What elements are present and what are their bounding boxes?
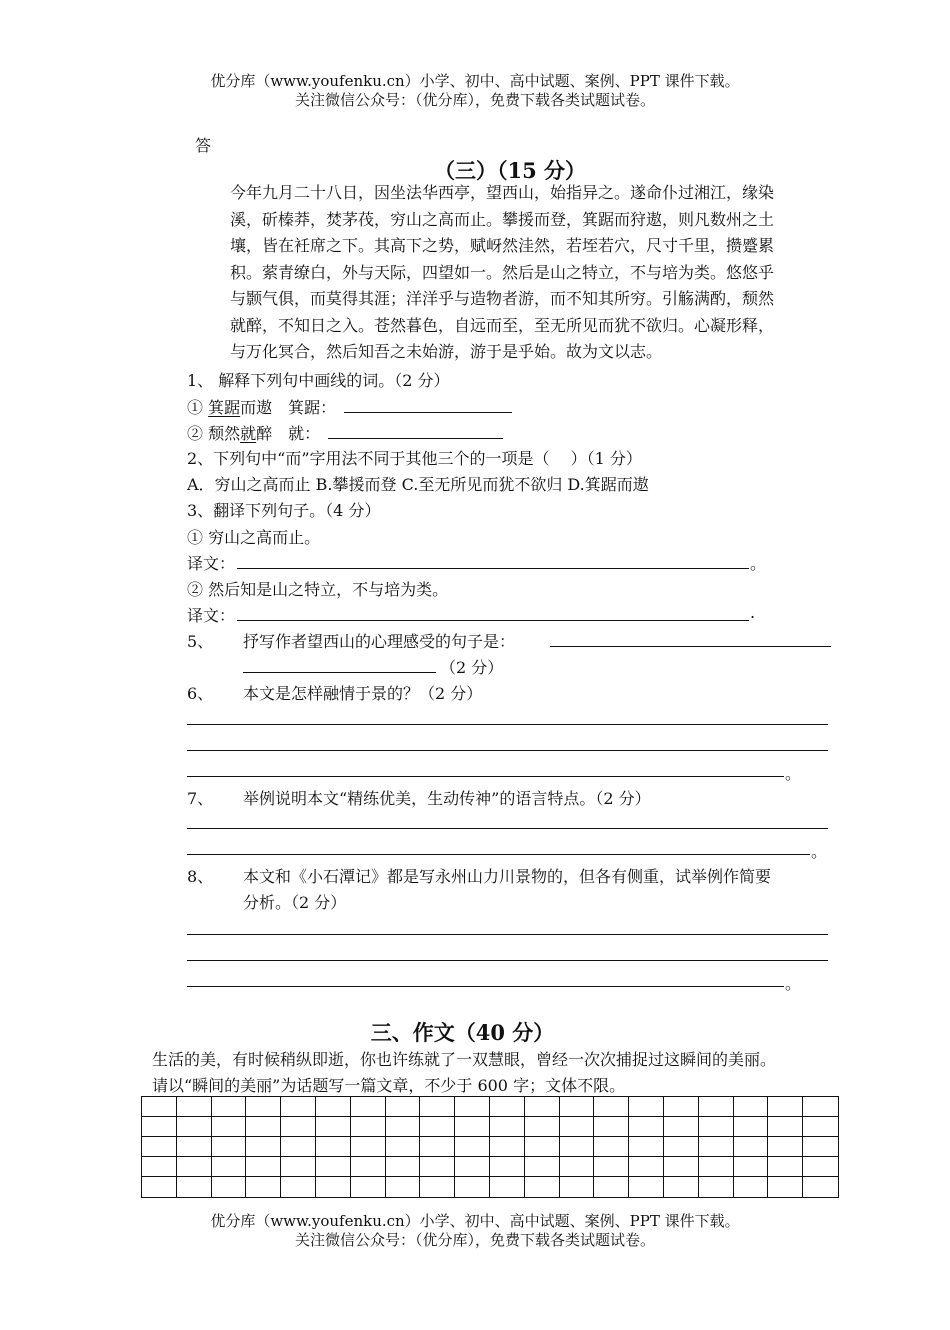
grid-cell[interactable]: [560, 1117, 595, 1137]
grid-cell[interactable]: [455, 1137, 490, 1157]
grid-cell[interactable]: [699, 1177, 734, 1197]
grid-cell[interactable]: [594, 1117, 629, 1137]
grid-cell[interactable]: [177, 1177, 212, 1197]
essay-title: 三、作文（40 分）: [370, 1020, 555, 1045]
grid-cell[interactable]: [664, 1137, 699, 1157]
classical-passage: [230, 180, 830, 366]
grid-cell[interactable]: [316, 1097, 351, 1117]
grid-cell[interactable]: [699, 1117, 734, 1137]
grid-cell[interactable]: [351, 1137, 386, 1157]
passage-line: 与万化冥合，然后知吾之未始游，游于是乎始。故为文以志。: [230, 342, 663, 361]
grid-cell[interactable]: [490, 1177, 525, 1197]
question-5-number: 5、: [187, 632, 214, 651]
grid-cell[interactable]: [560, 1177, 595, 1197]
grid-cell[interactable]: [525, 1177, 560, 1197]
translation-label: 译文：: [187, 554, 236, 573]
grid-cell[interactable]: [420, 1157, 455, 1177]
grid-cell[interactable]: [212, 1137, 247, 1157]
question-1-stem: 1、 解释下列句中画线的词。（2 分）: [187, 371, 450, 390]
grid-cell[interactable]: [420, 1177, 455, 1197]
answer-line[interactable]: [187, 986, 784, 987]
line-end-mark: 。: [750, 554, 767, 573]
writing-grid[interactable]: [141, 1096, 839, 1198]
grid-cell[interactable]: [734, 1117, 769, 1137]
grid-cell[interactable]: [629, 1157, 664, 1177]
grid-cell[interactable]: [351, 1117, 386, 1137]
question-8-number: 8、: [187, 867, 214, 886]
translation-blank-2[interactable]: [237, 620, 749, 621]
grid-cell[interactable]: [316, 1117, 351, 1137]
grid-cell[interactable]: [351, 1157, 386, 1177]
grid-cell[interactable]: [281, 1157, 316, 1177]
grid-cell[interactable]: [525, 1157, 560, 1177]
grid-cell[interactable]: [803, 1097, 838, 1117]
question-2-stem: 2、下列句中“而”字用法不同于其他三个的一项是（ ）（1 分）: [187, 449, 642, 468]
grid-cell[interactable]: [490, 1157, 525, 1177]
grid-cell[interactable]: [142, 1137, 177, 1157]
passage-line: 与颢气俱，而莫得其涯；洋洋乎与造物者游，而不知其所穷。引觞满酌，颓然: [230, 289, 775, 308]
grid-cell[interactable]: [803, 1157, 838, 1177]
grid-cell[interactable]: [525, 1097, 560, 1117]
question-1-item-1: [187, 395, 336, 418]
answer-line[interactable]: [187, 934, 828, 935]
question-8-text-1: 本文和《小石潭记》都是写永州山力川景物的，但各有侧重，试举例作简要: [243, 867, 772, 886]
grid-cell[interactable]: [177, 1097, 212, 1117]
grid-cell[interactable]: [386, 1137, 421, 1157]
question-6-number: 6、: [187, 684, 214, 703]
grid-cell[interactable]: [734, 1157, 769, 1177]
grid-cell[interactable]: [177, 1157, 212, 1177]
essay-prompt-line-1: 生活的美，有时候稍纵即逝，你也许练就了一双慧眼，曾经一次次捕捉过这瞬间的美丽。: [152, 1050, 777, 1069]
translation-blank-1[interactable]: [237, 568, 749, 569]
grid-cell[interactable]: [768, 1177, 803, 1197]
grid-cell[interactable]: [664, 1157, 699, 1177]
grid-cell[interactable]: [629, 1137, 664, 1157]
question-5-score: （2 分）: [440, 658, 504, 677]
grid-cell[interactable]: [386, 1177, 421, 1197]
grid-cell[interactable]: [246, 1157, 281, 1177]
grid-cell[interactable]: [525, 1137, 560, 1157]
question-8-text-2: 分析。（2 分）: [243, 893, 347, 912]
grid-cell[interactable]: [490, 1097, 525, 1117]
grid-cell[interactable]: [594, 1097, 629, 1117]
grid-cell[interactable]: [699, 1137, 734, 1157]
answer-line[interactable]: [187, 960, 828, 961]
footer-line-2: 关注微信公众号：（优分库），免费下载各类试题试卷。: [294, 1231, 655, 1249]
grid-cell[interactable]: [246, 1137, 281, 1157]
line-end-mark: 。: [785, 764, 802, 783]
grid-cell[interactable]: [664, 1177, 699, 1197]
section-three-title: （三）（15 分）: [433, 158, 587, 183]
grid-cell[interactable]: [699, 1097, 734, 1117]
question-6-text: 本文是怎样融情于景的？（2 分）: [243, 684, 483, 703]
grid-cell[interactable]: [212, 1117, 247, 1137]
grid-cell[interactable]: [490, 1117, 525, 1137]
answer-line[interactable]: [187, 854, 810, 855]
passage-line: 壤，皆在衽席之下。其高下之势，赋岈然洼然，若垤若穴，尺寸千里，攒蹙累: [230, 236, 775, 255]
grid-cell[interactable]: [455, 1097, 490, 1117]
grid-cell[interactable]: [629, 1177, 664, 1197]
answer-blank[interactable]: [328, 438, 503, 439]
translation-label: 译文：: [187, 606, 236, 625]
grid-cell[interactable]: [803, 1177, 838, 1197]
question-5-text: 抒写作者望西山的心理感受的句子是：: [243, 632, 516, 651]
grid-cell[interactable]: [386, 1097, 421, 1117]
grid-cell[interactable]: [386, 1157, 421, 1177]
question-2-options: A．穷山之高而止 B.攀援而登 C.至无所见而犹不欲归 D.箕踞而遨: [187, 475, 649, 494]
underlined-word: 箕踞: [208, 398, 241, 417]
grid-cell[interactable]: [316, 1177, 351, 1197]
question-7-number: 7、: [187, 789, 214, 808]
passage-line: 就醉，不知日之入。苍然暮色，自远而至，至无所见而犹不欲归。心凝形释，: [230, 315, 775, 335]
grid-cell[interactable]: [316, 1157, 351, 1177]
grid-cell[interactable]: [281, 1097, 316, 1117]
grid-cell[interactable]: [594, 1177, 629, 1197]
grid-cell[interactable]: [142, 1157, 177, 1177]
answer-label: 答: [195, 136, 212, 155]
grid-cell[interactable]: [699, 1157, 734, 1177]
grid-cell[interactable]: [768, 1097, 803, 1117]
grid-cell[interactable]: [734, 1137, 769, 1157]
grid-cell[interactable]: [386, 1117, 421, 1137]
essay-prompt-line-2: 请以“瞬间的美丽”为话题写一篇文章，不少于 600 字；文体不限。: [152, 1076, 626, 1095]
grid-cell[interactable]: [281, 1177, 316, 1197]
question-1-item-2: [187, 421, 320, 444]
answer-blank[interactable]: [243, 672, 436, 673]
grid-cell[interactable]: [420, 1137, 455, 1157]
grid-cell[interactable]: [142, 1117, 177, 1137]
grid-cell[interactable]: [281, 1137, 316, 1157]
grid-cell[interactable]: [768, 1117, 803, 1137]
grid-cell[interactable]: [177, 1137, 212, 1157]
passage-line: 积。萦青缭白，外与天际，四望如一。然后是山之特立，不与培为类。悠悠乎: [230, 262, 775, 282]
grid-cell[interactable]: [664, 1117, 699, 1137]
grid-cell[interactable]: [560, 1097, 595, 1117]
grid-cell[interactable]: [246, 1117, 281, 1137]
grid-cell[interactable]: [734, 1177, 769, 1197]
header-line-1: 优分库（www.youfenku.cn）小学、初中、高中试题、案例、PPT 课件下载。: [210, 72, 740, 90]
grid-cell[interactable]: [803, 1137, 838, 1157]
grid-cell[interactable]: [768, 1137, 803, 1157]
line-end-mark: .: [750, 603, 756, 622]
passage-line: 溪，斫榛莽，焚茅茷，穷山之高而止。攀援而登，箕踞而狩遨，则凡数州之土: [230, 209, 775, 229]
grid-cell[interactable]: [629, 1097, 664, 1117]
grid-cell[interactable]: [525, 1117, 560, 1137]
item-number: ①: [187, 398, 204, 417]
grid-cell[interactable]: [420, 1117, 455, 1137]
grid-cell[interactable]: [629, 1117, 664, 1137]
grid-cell[interactable]: [351, 1177, 386, 1197]
grid-cell[interactable]: [560, 1157, 595, 1177]
question-3-stem: 3、翻译下列句子。（4 分）: [187, 501, 381, 520]
grid-cell[interactable]: [246, 1097, 281, 1117]
grid-cell[interactable]: [594, 1157, 629, 1177]
grid-cell[interactable]: [490, 1137, 525, 1157]
grid-cell[interactable]: [212, 1097, 247, 1117]
grid-cell[interactable]: [212, 1157, 247, 1177]
answer-line[interactable]: [187, 724, 828, 725]
item-text: 醉 就：: [256, 424, 321, 443]
header-line-2: 关注微信公众号：（优分库），免费下载各类试题试卷。: [294, 91, 655, 109]
answer-blank[interactable]: [344, 412, 512, 413]
item-number: ② 颓然: [187, 424, 241, 443]
grid-cell[interactable]: [420, 1097, 455, 1117]
grid-cell[interactable]: [351, 1097, 386, 1117]
footer-line-1: 优分库（www.youfenku.cn）小学、初中、高中试题、案例、PPT 课件下载。: [210, 1212, 740, 1230]
question-7-text: 举例说明本文“精练优美，生动传神”的语言特点。（2 分）: [243, 789, 651, 808]
grid-cell[interactable]: [734, 1097, 769, 1117]
grid-cell[interactable]: [455, 1177, 490, 1197]
passage-line: 今年九月二十八日，因坐法华西亭，望西山，始指异之。遂命仆过湘江，缘染: [230, 183, 775, 202]
grid-cell[interactable]: [246, 1177, 281, 1197]
grid-cell[interactable]: [455, 1157, 490, 1177]
grid-cell[interactable]: [142, 1097, 177, 1117]
grid-cell[interactable]: [803, 1117, 838, 1137]
grid-cell[interactable]: [212, 1177, 247, 1197]
answer-line[interactable]: [187, 776, 784, 777]
grid-cell[interactable]: [142, 1177, 177, 1197]
question-3-sentence-1: ① 穷山之高而止。: [187, 528, 321, 547]
grid-cell[interactable]: [768, 1157, 803, 1177]
line-end-mark: 。: [811, 842, 828, 861]
grid-cell[interactable]: [281, 1117, 316, 1137]
underlined-word: 就: [240, 424, 257, 443]
item-text: 而遨 箕踞：: [240, 398, 337, 417]
question-3-sentence-2: ② 然后知是山之特立，不与培为类。: [187, 580, 449, 599]
grid-cell[interactable]: [594, 1137, 629, 1157]
grid-cell[interactable]: [316, 1137, 351, 1157]
answer-line[interactable]: [187, 750, 828, 751]
grid-cell[interactable]: [560, 1137, 595, 1157]
answer-blank[interactable]: [550, 646, 831, 647]
answer-line[interactable]: [187, 828, 828, 829]
grid-cell[interactable]: [664, 1097, 699, 1117]
grid-cell[interactable]: [455, 1117, 490, 1137]
line-end-mark: 。: [785, 974, 802, 993]
grid-cell[interactable]: [177, 1117, 212, 1137]
